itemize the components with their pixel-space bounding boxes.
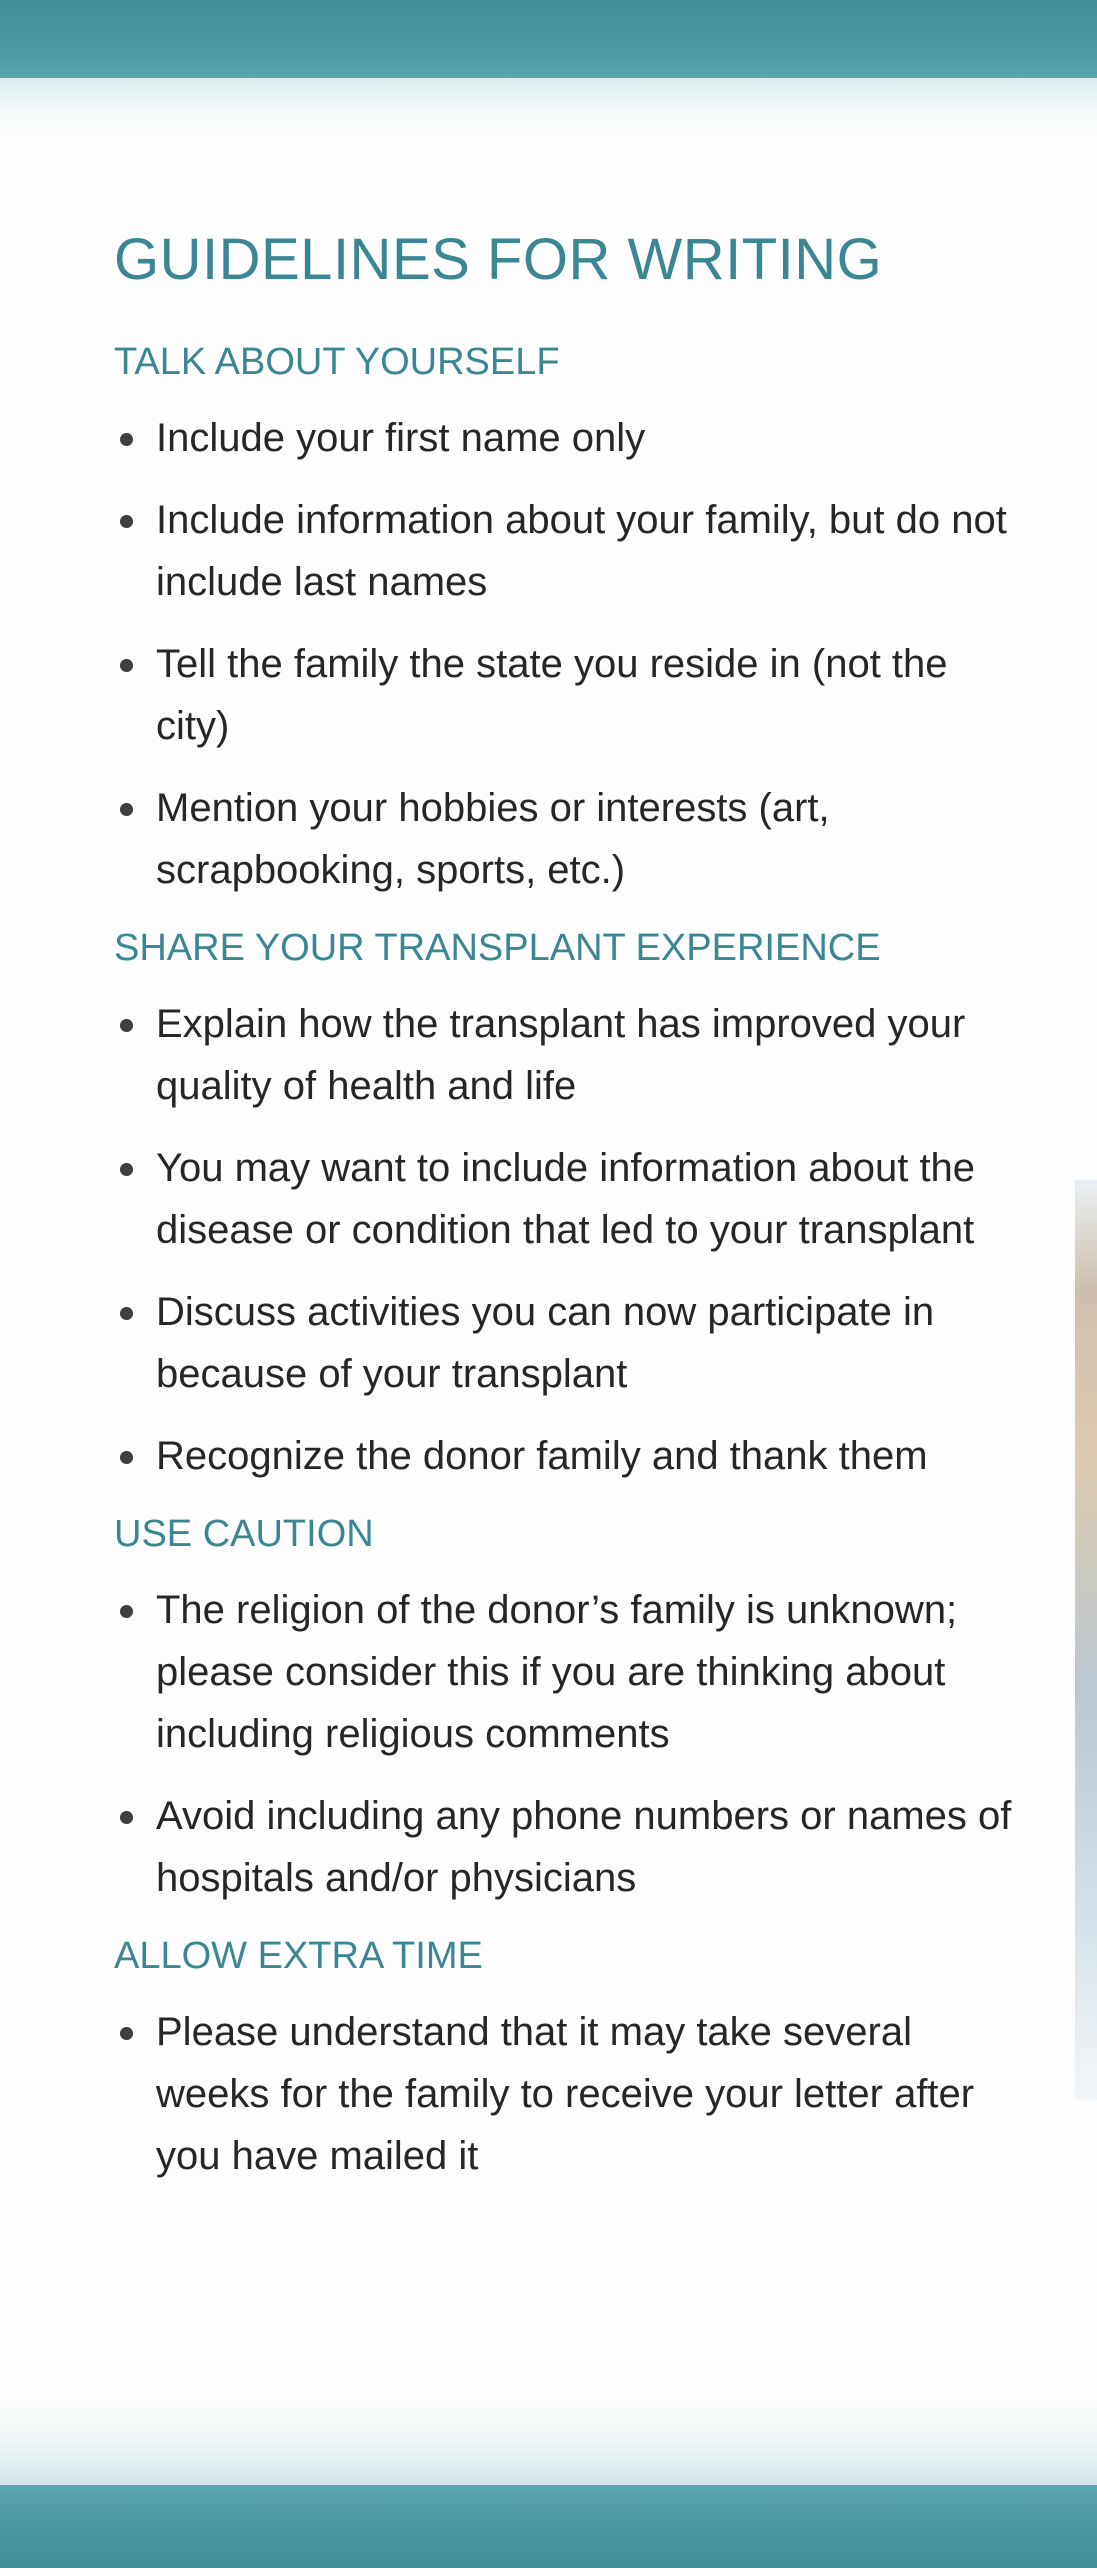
bullet-icon	[120, 1811, 133, 1824]
list-item-text: Include your first name only	[156, 416, 646, 460]
list-item	[114, 2001, 1014, 2187]
list-item	[114, 993, 1014, 1117]
guidelines-content	[114, 225, 1014, 2209]
bullet-icon	[120, 515, 133, 528]
list-item	[114, 1281, 1014, 1405]
bullet-icon	[120, 1019, 133, 1032]
bullet-list-talk-about-yourself	[114, 407, 1014, 901]
bottom-color-band	[0, 2485, 1097, 2568]
bullet-icon	[120, 1451, 133, 1464]
bullet-list-use-caution	[114, 1579, 1014, 1909]
list-item-text: Include information about your family, but do not include last names	[156, 498, 1007, 604]
list-item-text: Please understand that it may take several weeks for the family to receive your letter after you have mailed it	[156, 2010, 975, 2178]
list-item-text: Tell the family the state you reside in (not the city)	[156, 642, 948, 748]
list-item	[114, 1137, 1014, 1261]
top-color-band	[0, 0, 1097, 78]
bullet-icon	[120, 1307, 133, 1320]
bullet-icon	[120, 803, 133, 816]
list-item-text: Explain how the transplant has improved your quality of health and life	[156, 1002, 966, 1108]
list-item	[114, 633, 1014, 757]
adjacent-panel-edge	[1075, 1180, 1097, 2100]
list-item	[114, 1579, 1014, 1765]
list-item-text: You may want to include information about the disease or condition that led to your transplant	[156, 1146, 976, 1252]
bullet-icon	[120, 1163, 133, 1176]
section-heading-talk-about-yourself: TALK ABOUT YOURSELF	[114, 341, 560, 383]
bullet-icon	[120, 1605, 133, 1618]
list-item	[114, 1425, 1014, 1487]
bullet-icon	[120, 433, 133, 446]
page-title: GUIDELINES FOR WRITING	[114, 227, 883, 292]
list-item-text: Recognize the donor family and thank them	[156, 1434, 928, 1478]
bullet-list-allow-extra-time	[114, 2001, 1014, 2187]
bullet-icon	[120, 659, 133, 672]
bullet-list-share-transplant-experience	[114, 993, 1014, 1487]
section-heading-share-transplant-experience: SHARE YOUR TRANSPLANT EXPERIENCE	[114, 927, 881, 969]
list-item	[114, 489, 1014, 613]
list-item	[114, 407, 1014, 469]
list-item	[114, 777, 1014, 901]
list-item	[114, 1785, 1014, 1909]
list-item-text: The religion of the donor’s family is unknown; please consider this if you are thinking about including religious comments	[156, 1588, 958, 1756]
list-item-text: Discuss activities you can now participate in because of your transplant	[156, 1290, 935, 1396]
list-item-text: Avoid including any phone numbers or names of hospitals and/or physicians	[156, 1794, 1012, 1900]
list-item-text: Mention your hobbies or interests (art, scrapbooking, sports, etc.)	[156, 786, 830, 892]
section-heading-allow-extra-time: ALLOW EXTRA TIME	[114, 1935, 483, 1977]
bottom-band-fade	[0, 2400, 1097, 2485]
bullet-icon	[120, 2027, 133, 2040]
top-band-fade	[0, 78, 1097, 138]
section-heading-use-caution: USE CAUTION	[114, 1513, 374, 1555]
